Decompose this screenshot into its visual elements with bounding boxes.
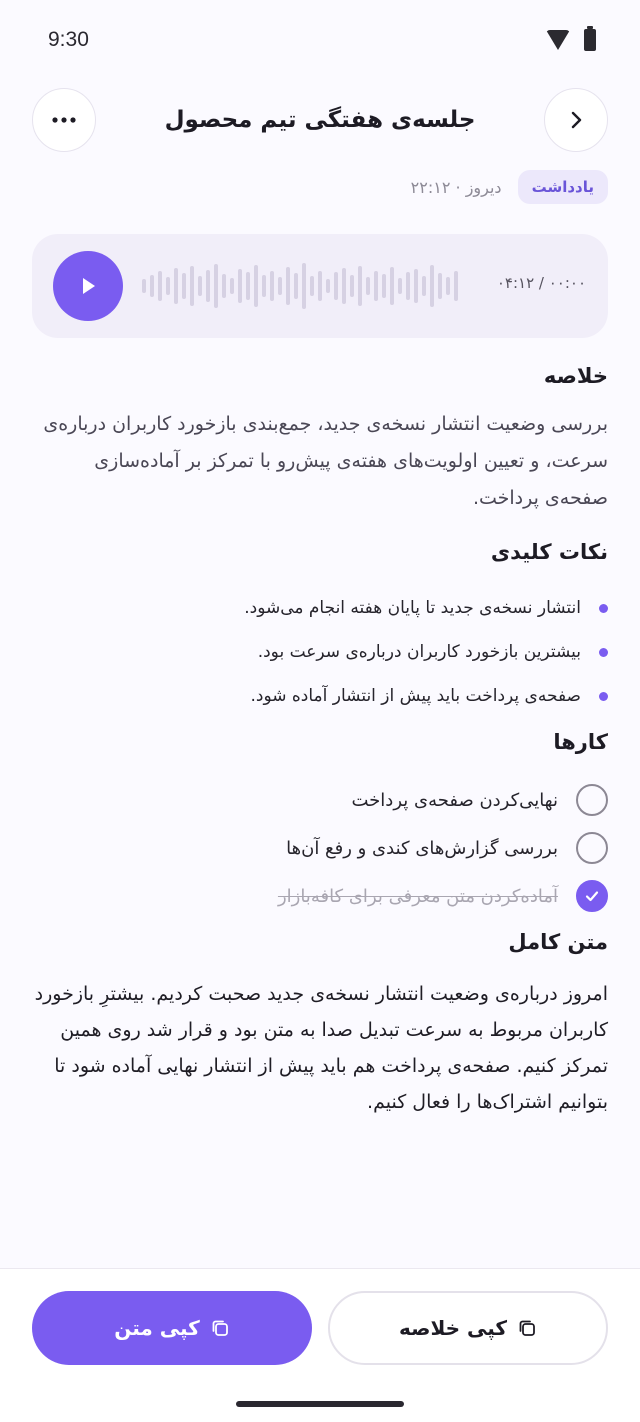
waveform-bar xyxy=(230,278,234,294)
note-timestamp: دیروز · ۲۲:۱۲ xyxy=(410,177,502,197)
top-bar xyxy=(32,88,608,152)
waveform-bar xyxy=(158,271,162,301)
waveform-bar xyxy=(414,269,418,303)
page-title: جلسه‌ی هفتگی تیم محصول xyxy=(164,107,476,133)
copy-text-label: کپی متن xyxy=(114,1316,200,1340)
play-button[interactable] xyxy=(53,251,123,321)
waveform-bar xyxy=(390,267,394,305)
waveform-bar xyxy=(350,275,354,297)
waveform-bar xyxy=(374,271,378,301)
waveform-bar xyxy=(326,279,330,293)
wifi-icon xyxy=(546,30,570,50)
bottom-action-bar xyxy=(0,1268,640,1422)
waveform-bar xyxy=(254,265,258,307)
waveform-bar xyxy=(294,273,298,299)
tasks-title: کارها xyxy=(553,730,608,754)
task-label: نهایی‌کردن صفحه‌ی پرداخت xyxy=(351,789,558,811)
list-item xyxy=(30,630,610,674)
waveform-bar xyxy=(278,277,282,295)
duration-label: ۰۴:۱۲ / ۰۰:۰۰ xyxy=(496,274,586,292)
waveform-bar xyxy=(222,274,226,298)
waveform-bar xyxy=(190,266,194,306)
waveform-bar xyxy=(366,277,370,295)
waveform-bar xyxy=(446,277,450,295)
key-points-title: نکات کلیدی xyxy=(490,540,608,564)
list-item xyxy=(30,586,610,630)
copy-summary-button[interactable] xyxy=(328,1291,608,1365)
waveform-bar xyxy=(438,273,442,299)
key-point-text: انتشار نسخه‌ی جدید تا پایان هفته انجام می‌شود. xyxy=(244,598,581,618)
more-horizontal-icon xyxy=(51,116,77,124)
waveform-bar xyxy=(182,273,186,299)
summary-title: خلاصه xyxy=(543,364,608,388)
bullet-dot xyxy=(599,692,608,701)
waveform-bar xyxy=(206,270,210,302)
waveform-bar xyxy=(262,275,266,297)
key-point-text: بیشترین بازخورد کاربران درباره‌ی سرعت بود. xyxy=(257,642,581,662)
waveform-bar xyxy=(238,269,242,303)
task-label: آماده‌کردن متن معرفی برای کافه‌بازار xyxy=(277,885,558,907)
status-bar xyxy=(0,0,640,80)
chevron-right-icon xyxy=(564,108,588,132)
waveform-bar xyxy=(406,272,410,300)
copy-summary-label: کپی خلاصه xyxy=(398,1316,508,1340)
waveform-bar xyxy=(358,266,362,306)
waveform-bar xyxy=(198,276,202,296)
waveform-bar xyxy=(214,264,218,308)
back-button[interactable] xyxy=(544,88,608,152)
status-time: 9:30 xyxy=(48,28,89,51)
waveform-bar xyxy=(246,272,250,300)
task-checkbox[interactable] xyxy=(576,784,608,816)
transcript-text: امروز درباره‌ی وضعیت انتشار نسخه‌ی جدید صحبت کردیم. بیشترِ بازخورد کاربران مربوط به سرعت تبدیل صدا به متن بود و قرار شد روی همین تمرکز کنیم. صفحه‌ی پرداخت هم باید پیش از انتشار نهایی آماده شود تا بتوانیم اشتراک‌ها را فعال کنیم. xyxy=(34,983,608,1113)
more-button[interactable] xyxy=(32,88,96,152)
key-points-list xyxy=(30,586,610,718)
note-meta xyxy=(411,170,608,204)
battery-icon xyxy=(584,29,596,51)
home-indicator[interactable] xyxy=(236,1401,404,1407)
waveform-bar xyxy=(310,276,314,296)
copy-icon xyxy=(517,1318,537,1338)
task-item[interactable] xyxy=(32,824,608,872)
waveform-bar xyxy=(286,267,290,305)
list-item xyxy=(30,674,610,718)
waveform-bar xyxy=(454,271,458,301)
task-checkbox[interactable] xyxy=(576,832,608,864)
waveform-bar xyxy=(302,263,306,309)
check-icon xyxy=(584,888,600,904)
task-list xyxy=(32,776,608,920)
copy-text-button[interactable] xyxy=(32,1291,312,1365)
waveform-bar xyxy=(174,268,178,304)
waveform-bar xyxy=(318,271,322,301)
note-tag: یادداشت xyxy=(518,170,608,204)
waveform-bar xyxy=(430,265,434,307)
waveform[interactable] xyxy=(140,256,460,316)
waveform-bar xyxy=(422,276,426,296)
transcript-title: متن کامل xyxy=(508,930,608,954)
bullet-dot xyxy=(599,604,608,613)
waveform-bar xyxy=(342,268,346,304)
bullet-dot xyxy=(599,648,608,657)
waveform-bar xyxy=(270,271,274,301)
waveform-bar xyxy=(334,272,338,300)
task-item[interactable] xyxy=(32,872,608,920)
waveform-bar xyxy=(150,275,154,297)
status-icons xyxy=(546,29,596,51)
key-point-text: صفحه‌ی پرداخت باید پیش از انتشار آماده شود. xyxy=(250,686,581,706)
waveform-bar xyxy=(398,278,402,294)
audio-player xyxy=(32,234,608,338)
copy-icon xyxy=(210,1318,230,1338)
waveform-bar xyxy=(142,279,146,293)
waveform-bar xyxy=(382,274,386,298)
play-icon xyxy=(77,275,99,297)
summary-text: بررسی وضعیت انتشار نسخه‌ی جدید، جمع‌بندی بازخورد کاربران درباره‌ی سرعت، و تعیین اولویت‌های هفته‌ی پیش‌رو با تمرکز بر آماده‌سازی صفحه‌ی پرداخت. xyxy=(43,413,608,509)
waveform-bar xyxy=(166,277,170,295)
task-item[interactable] xyxy=(32,776,608,824)
task-label: بررسی گزارش‌های کندی و رفع آن‌ها xyxy=(286,837,558,859)
task-checkbox[interactable] xyxy=(576,880,608,912)
